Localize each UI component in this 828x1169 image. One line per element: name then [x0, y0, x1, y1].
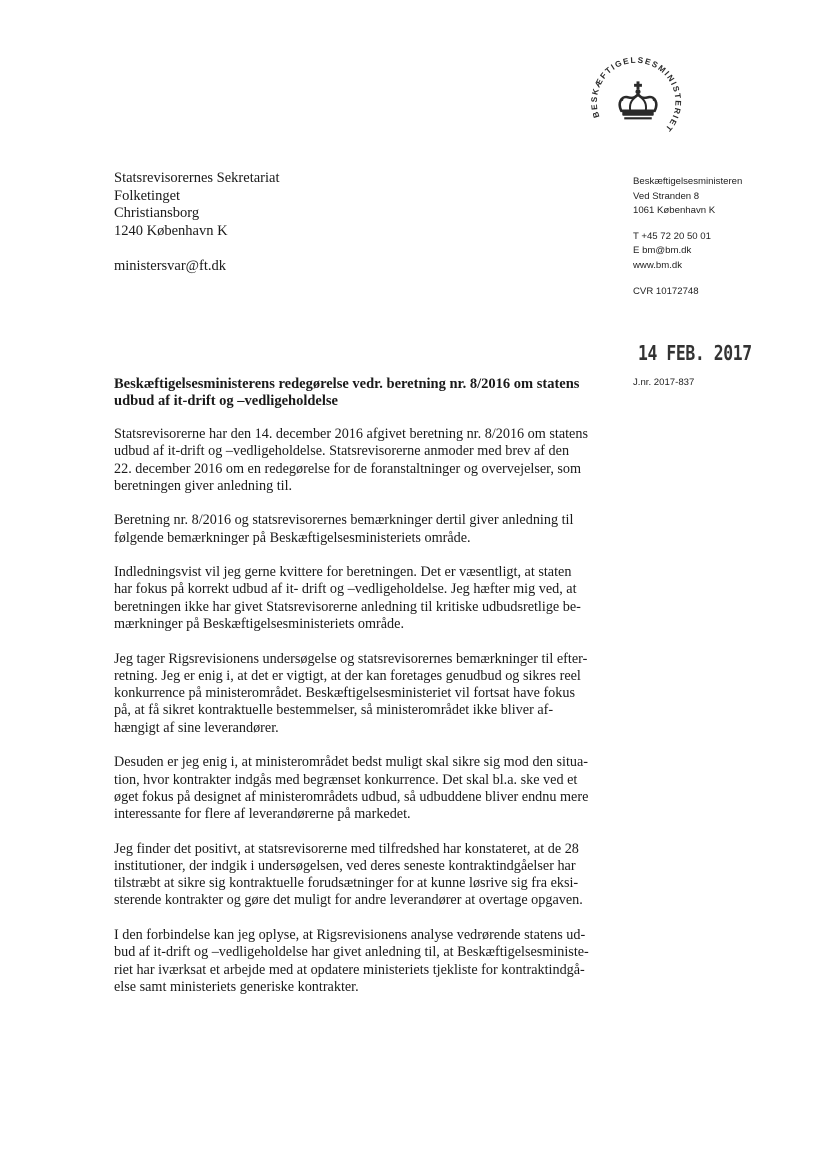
sender-spacer — [633, 219, 813, 230]
sender-cvr: CVR 10172748 — [633, 285, 699, 297]
body-line: hængigt af sine leverandører. — [114, 719, 279, 736]
body-line: beretningen giver anledning til. — [114, 477, 293, 494]
journal-number: J.nr. 2017-837 — [633, 377, 695, 388]
recipient-address — [114, 170, 434, 276]
body-line: konkurrence på ministerområdet. Beskæftigelsesministeriet vil fortsat have fokus — [114, 685, 575, 702]
sender-web: www.bm.dk — [633, 259, 683, 271]
body-line: bud af it-drift og –vedligeholdelse har givet anledning til, at Beskæftigelsesministe- — [114, 944, 589, 961]
body-line: Statsrevisorerne har den 14. december 2016 afgivet beretning nr. 8/2016 om statens — [114, 426, 588, 442]
body-line: sterende kontrakter og gøre det muligt for andre leverandører at overtage opgaven. — [114, 892, 583, 909]
body-line: tilstræbt at sikre sig kontraktuelle forudsætninger for at kunne løsrive sig fra eksi- — [114, 875, 579, 892]
body-line: Jeg tager Rigsrevisionens undersøgelse og statsrevisorernes bemærkninger til efter- — [114, 650, 588, 667]
body-line: har fokus på korrekt udbud af it- drift og –vedligeholdelse. Jeg hæfter mig ved, at — [114, 581, 577, 598]
body-paragraph — [114, 426, 606, 495]
sender-city: 1061 København K — [633, 205, 716, 217]
subject-line: udbud af it-drift og –vedligeholdelse — [114, 393, 338, 410]
body-paragraph — [114, 512, 606, 547]
body-line: retning. Jeg er enig i, at det er vigtigt, at der kan foretages genudbud og sikres reel — [114, 667, 581, 684]
sender-email: E bm@bm.dk — [633, 245, 692, 257]
letter-body — [114, 426, 606, 1013]
body-line: følgende bemærkninger på Beskæftigelsesministeriets område. — [114, 529, 471, 546]
body-line: udbud af it-drift og –vedligeholdelse. Statsrevisorerne anmoder med brev af den — [114, 443, 570, 460]
crown-icon — [584, 48, 692, 156]
body-line: riet har iværksat et arbejde med at opdatere ministeriets tjekliste for kontraktindgå- — [114, 961, 585, 978]
body-line: I den forbindelse kan jeg oplyse, at Rigsrevisionens analyse vedrørende statens ud- — [114, 926, 586, 943]
body-paragraph — [114, 927, 606, 996]
body-line: Desuden er jeg enig i, at ministerområdet bedst muligt skal sikre sig mod den situa- — [114, 754, 588, 771]
body-line: interessante for flere af leverandørerne på markedet. — [114, 806, 411, 823]
logo-ring-text: BESKÆFTIGELSESMINISTERIET — [589, 55, 683, 135]
body-line: institutioner, der indgik i undersøgelsen, ved deres seneste kontraktindgåelser har — [114, 857, 576, 874]
body-paragraph — [114, 564, 606, 633]
body-line: Beretning nr. 8/2016 og statsrevisorernes bemærkninger dertil giver anledning til — [114, 512, 574, 529]
body-paragraph — [114, 841, 606, 910]
sender-street: Ved Stranden 8 — [633, 190, 700, 202]
recipient-email: ministersvar@ft.dk — [114, 258, 227, 275]
body-line: tion, hvor kontrakter indgås med begrænset konkurrence. Det skal bl.a. ske ved et — [114, 771, 578, 788]
recipient-line: 1240 København K — [114, 222, 228, 239]
body-line: øget fokus på designet af ministerområdets udbud, så udbuddene bliver endnu mere — [114, 788, 589, 805]
ministry-logo — [584, 48, 692, 156]
date-stamp: 14 FEB. 2017 — [638, 341, 752, 365]
sender-block — [633, 175, 813, 299]
sender-phone: T +45 72 20 50 01 — [633, 230, 711, 242]
body-line: 22. december 2016 om en redegørelse for de foranstaltninger og overvejelser, som — [114, 460, 582, 477]
recipient-line: Christiansborg — [114, 205, 200, 222]
body-paragraph — [114, 754, 606, 823]
body-line: Indledningsvist vil jeg gerne kvittere for beretningen. Det er væsentligt, at staten — [114, 564, 572, 581]
recipient-line: Statsrevisorernes Sekretariat — [114, 170, 280, 186]
letter-subject — [114, 376, 614, 410]
body-line: Jeg finder det positivt, at statsrevisorerne med tilfredshed har konstateret, at de 28 — [114, 840, 579, 857]
body-line: på, at få sikret kontraktuelle bestemmelser, så ministerområdet ikke bliver af- — [114, 702, 554, 719]
body-line: else samt ministeriets generiske kontrakter. — [114, 978, 359, 995]
sender-name: Beskæftigelsesministeren — [633, 176, 743, 187]
body-line: beretningen ikke har givet Statsrevisorerne anledning til kritiske udbudsretlige be- — [114, 598, 581, 615]
body-line: mærkninger på Beskæftigelsesministeriets område. — [114, 616, 404, 633]
recipient-line: Folketinget — [114, 187, 181, 204]
subject-line: Beskæftigelsesministerens redegørelse vedr. beretning nr. 8/2016 om statens — [114, 376, 580, 392]
body-paragraph — [114, 651, 606, 737]
sender-spacer — [633, 274, 813, 285]
